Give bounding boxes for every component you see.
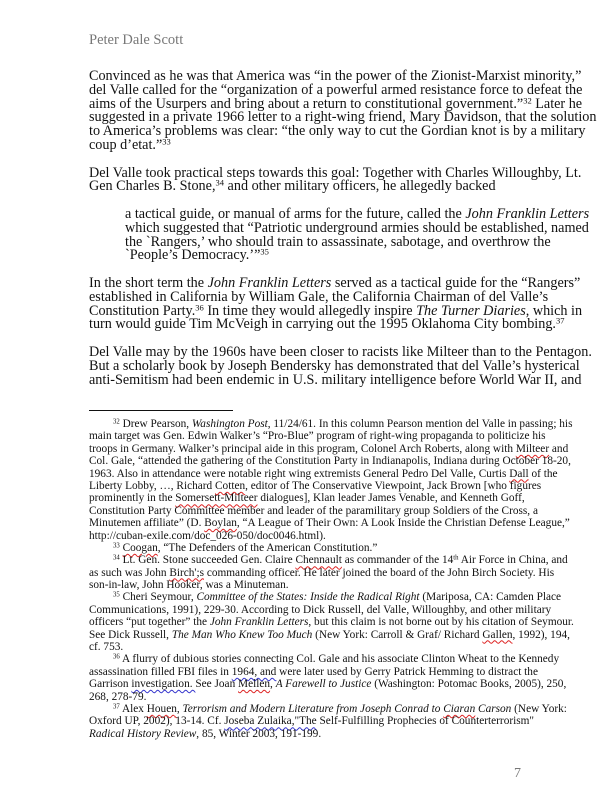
text-run: turn would guide Tim McVeigh in carrying out the 1995 Oklahoma City bombing. — [89, 316, 556, 333]
text-run: as such was John — [89, 566, 170, 579]
footnote-ref: 34 — [215, 177, 224, 188]
footnote-ref: 34 — [113, 554, 120, 562]
footnote-line — [89, 517, 570, 530]
text-run: Constitution Party Committee member and leader of the paramilitary group Soldiers of the Cross, a — [89, 504, 538, 517]
text-run: (New York: Carroll & Graf/ Richard — [312, 628, 483, 641]
footnote-line — [89, 628, 570, 641]
footnote-ref: 32 — [113, 418, 120, 426]
text-run: Later he — [531, 95, 583, 112]
text-run: See Joan — [195, 678, 239, 691]
text-run: http://cuban-exile.com/doc_026-050/doc0046.html). — [89, 529, 326, 542]
footnote-ref: 32 — [523, 94, 532, 105]
text-run: son-in-law, John Hooker, was a Minuteman. — [89, 579, 289, 592]
text-run: established in California by William Gale, the California Chairman of del Valle’s — [89, 288, 549, 305]
text-run: a tactical guide, or manual of arms for the future, called the — [125, 205, 466, 222]
footnote-line — [89, 591, 562, 604]
text-run: Carson — [475, 702, 512, 715]
text-run: Del Valle took practical steps towards this goal: Together with Charles Willoughby, Lt. — [89, 164, 582, 181]
text-run: (Washington: Potomac Books, 2005), 250, — [371, 678, 567, 691]
text-run: Boylan — [204, 517, 237, 530]
text-run: 268, 278-79. — [89, 690, 147, 703]
footnote-line — [89, 728, 519, 740]
text-run: John Franklin Letters — [209, 616, 309, 629]
footnote-ref: 37 — [113, 703, 120, 711]
text-run: Mellen — [238, 678, 271, 691]
text-run: coup d’etat.” — [89, 136, 163, 153]
text-run: Cheri Seymour, — [119, 591, 197, 604]
text-run: which suggested that “Patriotic underground armies should be established, named — [125, 219, 589, 236]
footnote-ref: 35 — [260, 246, 269, 257]
footnote-line — [89, 442, 569, 455]
text-run: Col. Gale, “attended the gathering of the Constitution Party in Indianapolis, Indiana during October 18-20, — [89, 455, 571, 468]
text-run: del Valle called for the “organization of a powerful armed resistance force to defeat the — [89, 81, 583, 98]
text-run: Cotten — [215, 479, 246, 492]
text-run: prominently in the — [89, 492, 176, 505]
text-run: Houen — [146, 702, 177, 715]
text-run: Committee of the States: Inside the Radical Right — [196, 591, 420, 604]
footnote-line — [89, 579, 519, 591]
page-number: 7 — [514, 766, 521, 781]
footnote-line — [89, 554, 568, 567]
text-run: Convinced as he was that America was “in the power of the Zionist-Marxist minority,” — [89, 68, 582, 84]
text-run: Communications, 1991), 229-30. According to Dick Russell, del Valle, Willoughby, and other military — [89, 603, 552, 616]
paragraph-line — [89, 136, 519, 153]
text-run: John Franklin Letters — [465, 205, 590, 222]
text-run: , editor of The Conservative Viewpoint, Jack Brown [who figures — [245, 479, 542, 492]
footnote-line — [89, 530, 519, 542]
text-run: , “A League of Their Own: A Look Inside the Christian Defense League,” — [236, 517, 570, 530]
footnote-ref: 37 — [555, 315, 565, 326]
footnote-line — [89, 455, 571, 468]
text-run: Alex — [119, 702, 147, 715]
block-quote-line — [89, 246, 519, 264]
text-run: officers “put together” the — [89, 616, 210, 629]
paragraph-line — [89, 315, 565, 333]
text-run: Liberty Lobby, …, Richard — [89, 479, 216, 492]
text-run: Milteer — [515, 442, 550, 455]
footnote-line — [89, 479, 542, 492]
text-run: Gen Charles B. Stone, — [89, 178, 216, 195]
footnote-line — [89, 653, 560, 666]
text-run: Ciaran — [443, 702, 476, 715]
running-header-author: Peter Dale Scott — [89, 32, 184, 48]
footnote-line — [89, 492, 525, 505]
paragraph-line — [89, 177, 519, 195]
text-run: assassination filled FBI files in — [89, 665, 232, 678]
text-run: , 85, Winter 2003, 191-199. — [196, 727, 322, 740]
footnote-ref: 35 — [113, 591, 120, 599]
text-run: were later used by Gerry Patrick Hemming to distract the — [276, 665, 538, 678]
text-run: Oxford UP, 2002), 13-14. Cf. — [89, 715, 225, 728]
footnote-ref: 36 — [113, 653, 120, 661]
footnote-line — [89, 418, 573, 430]
text-run: Lt. Gen. Stone succeeded Gen. Claire — [119, 554, 296, 567]
footnote-line — [89, 691, 519, 703]
text-run: Minutemen affiliate” (D. — [89, 517, 205, 530]
text-run: suggested in a private 1966 letter to a right-wing friend, Mary Davidson, that the solution — [89, 109, 597, 126]
text-run: cf. 753. — [89, 641, 124, 654]
footnote-ref: 33 — [162, 136, 171, 147]
text-run: main target was Gen. Edwin Walker’s “Pro-Blue” program of right-wing propaganda to politicize his — [89, 430, 546, 443]
text-run: But a scholarly book by Joseph Bendersky has demonstrated that del Valle’s hysterical — [89, 357, 580, 374]
text-run: A Farewell to Justice — [275, 678, 372, 691]
text-run: Washington Post — [191, 418, 268, 430]
text-run: (New York: — [511, 702, 567, 715]
paragraph-line — [89, 371, 582, 388]
footnote-line — [89, 678, 567, 691]
text-run: See Dick Russell, — [89, 628, 172, 641]
text-run: dialogues], Klan leader James Venable, and Kenneth Goff, — [257, 492, 525, 505]
text-run: , — [176, 702, 183, 715]
text-run: and — [549, 442, 569, 455]
footnote-line — [89, 603, 552, 616]
footnotes — [89, 418, 574, 740]
text-run: aims of the Usurpers and bring about a return to constitutional government.” — [89, 95, 524, 112]
text-run: Self-Fulfilling Prophecies of Counterterrorism" — [316, 715, 535, 728]
footnote-line — [89, 467, 558, 480]
text-run: Air Force in China, and — [458, 554, 568, 567]
footnote-ref: 36 — [195, 301, 204, 312]
text-run: Terrorism and Modern Literature from Joseph Conrad to — [182, 702, 444, 715]
text-run: Chennault — [295, 554, 342, 567]
text-run: Joseba Zulaika,"The — [224, 715, 317, 728]
text-run: the `Rangers,’ who should train to assassinate, sabotage, and overthrow the — [125, 233, 551, 250]
body-text — [89, 68, 597, 388]
text-run: The Turner Diaries — [416, 302, 526, 319]
footnote-line — [89, 665, 538, 678]
footnote-line — [89, 702, 567, 715]
text-run: (Mariposa, CA: Camden Place — [419, 591, 562, 604]
footnote-line — [89, 542, 519, 554]
text-run: 1964, and — [231, 665, 277, 678]
text-run: In time they would allegedly inspire — [203, 302, 417, 319]
text-run: investigation. — [131, 678, 196, 691]
text-run: , 1992), 194, — [512, 628, 570, 641]
text-run: Radical History Review — [89, 727, 197, 740]
footnote-line — [89, 616, 574, 629]
text-run: Gallen — [482, 628, 513, 641]
text-run: , but this claim is not borne out by his citation of Seymour. — [308, 616, 574, 629]
footnote-ref: th — [453, 554, 459, 562]
footnote-line — [89, 504, 538, 517]
text-run: A flurry of dubious stories connecting Col. Gale and his associate Clinton Wheat to the Kennedy — [119, 653, 560, 666]
text-run: , which in — [525, 302, 583, 319]
text-run: Coogan — [122, 541, 158, 554]
text-run: `People’s Democracy.’” — [125, 247, 261, 264]
footnote-line — [89, 430, 546, 443]
text-run: as commander of the 14 — [341, 554, 454, 567]
footnote-separator — [89, 410, 233, 411]
footnote-line — [89, 715, 535, 728]
text-run: The Man Who Knew Too Much — [171, 628, 313, 641]
text-run: troops in Germany. Walker’s principal aide in this program, Colonel Arch Roberts, along with — [89, 442, 516, 455]
text-run: Constitution Party. — [89, 302, 196, 319]
text-run: , — [270, 678, 276, 691]
footnote-ref: 33 — [113, 542, 120, 550]
text-run: 1963. Also in attendance were notable right wing extremists General Pedro Del Valle, Curtis — [89, 467, 510, 480]
text-run: to America’s problems was clear: “the only way to cut the Gordian knot is by a military — [89, 123, 586, 140]
text-run: and other military officers, he allegedly backed — [224, 178, 496, 195]
footnote-line — [89, 641, 519, 653]
text-run: commanding officer. He later joined the board of the John Birch Society. His — [204, 566, 555, 579]
text-run: John Franklin Letters — [207, 274, 332, 291]
text-run: Garrison — [89, 678, 132, 691]
text-run: , “The Defenders of the American Constitution.” — [157, 541, 378, 554]
text-run: served as a tactical guide for the “Rangers” — [331, 274, 581, 291]
text-run: Somersett-Milteer — [175, 492, 258, 505]
text-run: Del Valle may by the 1960s have been closer to racists like Milteer than to the Pentagon. — [89, 343, 592, 360]
footnote-line — [89, 566, 555, 579]
text-run: Birch';s — [169, 566, 204, 579]
text-run: anti-Semitism had been endemic in U.S. military intelligence before World War II, and — [89, 371, 582, 388]
text-run: , 11/24/61. In this column Pearson mention del Valle in passing; his — [267, 418, 573, 430]
text-run: Drew Pearson, — [119, 418, 192, 430]
text-run: Dall — [509, 467, 529, 480]
text-run: In the short term the — [89, 274, 208, 291]
text-run: of the — [528, 467, 558, 480]
